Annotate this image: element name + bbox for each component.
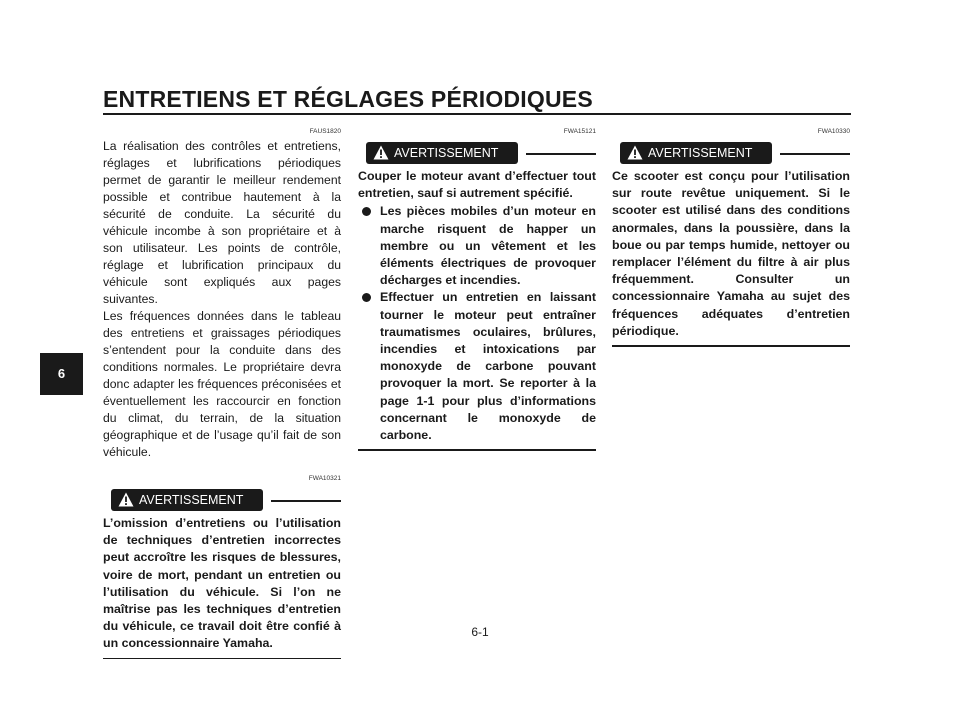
header-rule [103,113,851,115]
warning-end-rule [358,449,596,451]
warning-label: AVERTISSEMENT [139,493,244,507]
warning-badge [111,489,263,511]
warning-label: AVERTISSEMENT [648,146,753,160]
warning-code: FWA10321 [308,475,341,482]
warning-header [612,140,850,168]
warning-code: FWA15121 [563,128,596,135]
bullet-dot-icon [362,207,371,216]
warning-text: Ce scooter est conçu pour l’utilisation sur route revêtue uniquement. Si le scooter est utilisé dans des conditions anormales, dans la poussière, dans la boue ou par temps humide, nettoyer ou remplacer l’élément du filtre à air plus fréquemment. Consulter un concessionnaire Yamaha au sujet des fréquences adéquates d’entretien périodique. [612,169,850,338]
warning-code: FWA10330 [817,128,850,135]
column-2 [358,128,596,451]
warning-rule [271,500,341,502]
column-1 [103,128,341,659]
paragraph: La réalisation des contrôles et entretiens, réglages et lubrifications périodiques permet de garantir le meilleur rendement possible et contribue hautement à la sécurité de conduite. La sécurité du véhicule incombe à son propriétaire et à son utilisateur. Les points de contrôle, réglage et lubrification principaux du véhicule sont expliqués aux pages suivantes. [103,139,341,306]
page-title: ENTRETIENS ET RÉGLAGES PÉRIODIQUES [103,86,593,112]
warning-badge [620,142,772,164]
column-3 [612,128,850,347]
chapter-tab: 6 [40,353,83,395]
warning-text: L’omission d’entretiens ou l’utilisation de techniques d’entretien incorrectes peut accroître les risques de blessures, voire de mort, pendant un entretien ou l’utilisation du véhicule. Si l’on ne maîtrise pas les techniques d’entretien du véhicule, ce travail doit être confié à un concessionnaire Yamaha. [103,516,341,651]
warning-end-rule [103,658,341,660]
warning-intro: Couper le moteur avant d’effectuer tout entretien, sauf si autrement spécifié. [358,169,596,201]
warning-label: AVERTISSEMENT [394,146,499,160]
warning-rule [780,153,850,155]
warning-header [358,140,596,168]
warning-header [103,487,341,515]
bullet-text: Effectuer un entretien en laissant tourner le moteur peut entraîner traumatismes oculaires, brûlures, incendies et intoxications par monoxyde de carbone pouvant provoquer la mort. Se reporter à la page 1-1 pour plus d’informations concernant le monoxyde de carbone. [380,290,596,443]
warning-rule [526,153,596,155]
warning-bullets [358,203,596,444]
warning-badge [366,142,518,164]
intro-text [103,138,341,461]
warning-triangle-icon [373,145,389,160]
bullet-dot-icon [362,293,371,302]
bullet-text: Les pièces mobiles d’un moteur en marche risquent de happer un membre ou un vêtement et les éléments électriques de provoquer décharges et incendies. [380,204,596,288]
list-item [358,289,596,444]
page-number: 6-1 [471,625,489,639]
section-code: FAUS1820 [309,128,341,135]
paragraph: Les fréquences données dans le tableau des entretiens et graissages périodiques s’entendent pour la conduite dans des conditions normales. Le propriétaire devra donc adapter les fréquences préconisées et éventuellement les raccourcir en fonction du climat, du terrain, de la situation géographique et de l’usage qu’il fait de son véhicule. [103,309,341,459]
warning-end-rule [612,345,850,347]
list-item [358,203,596,289]
warning-triangle-icon [118,492,134,507]
warning-triangle-icon [627,145,643,160]
